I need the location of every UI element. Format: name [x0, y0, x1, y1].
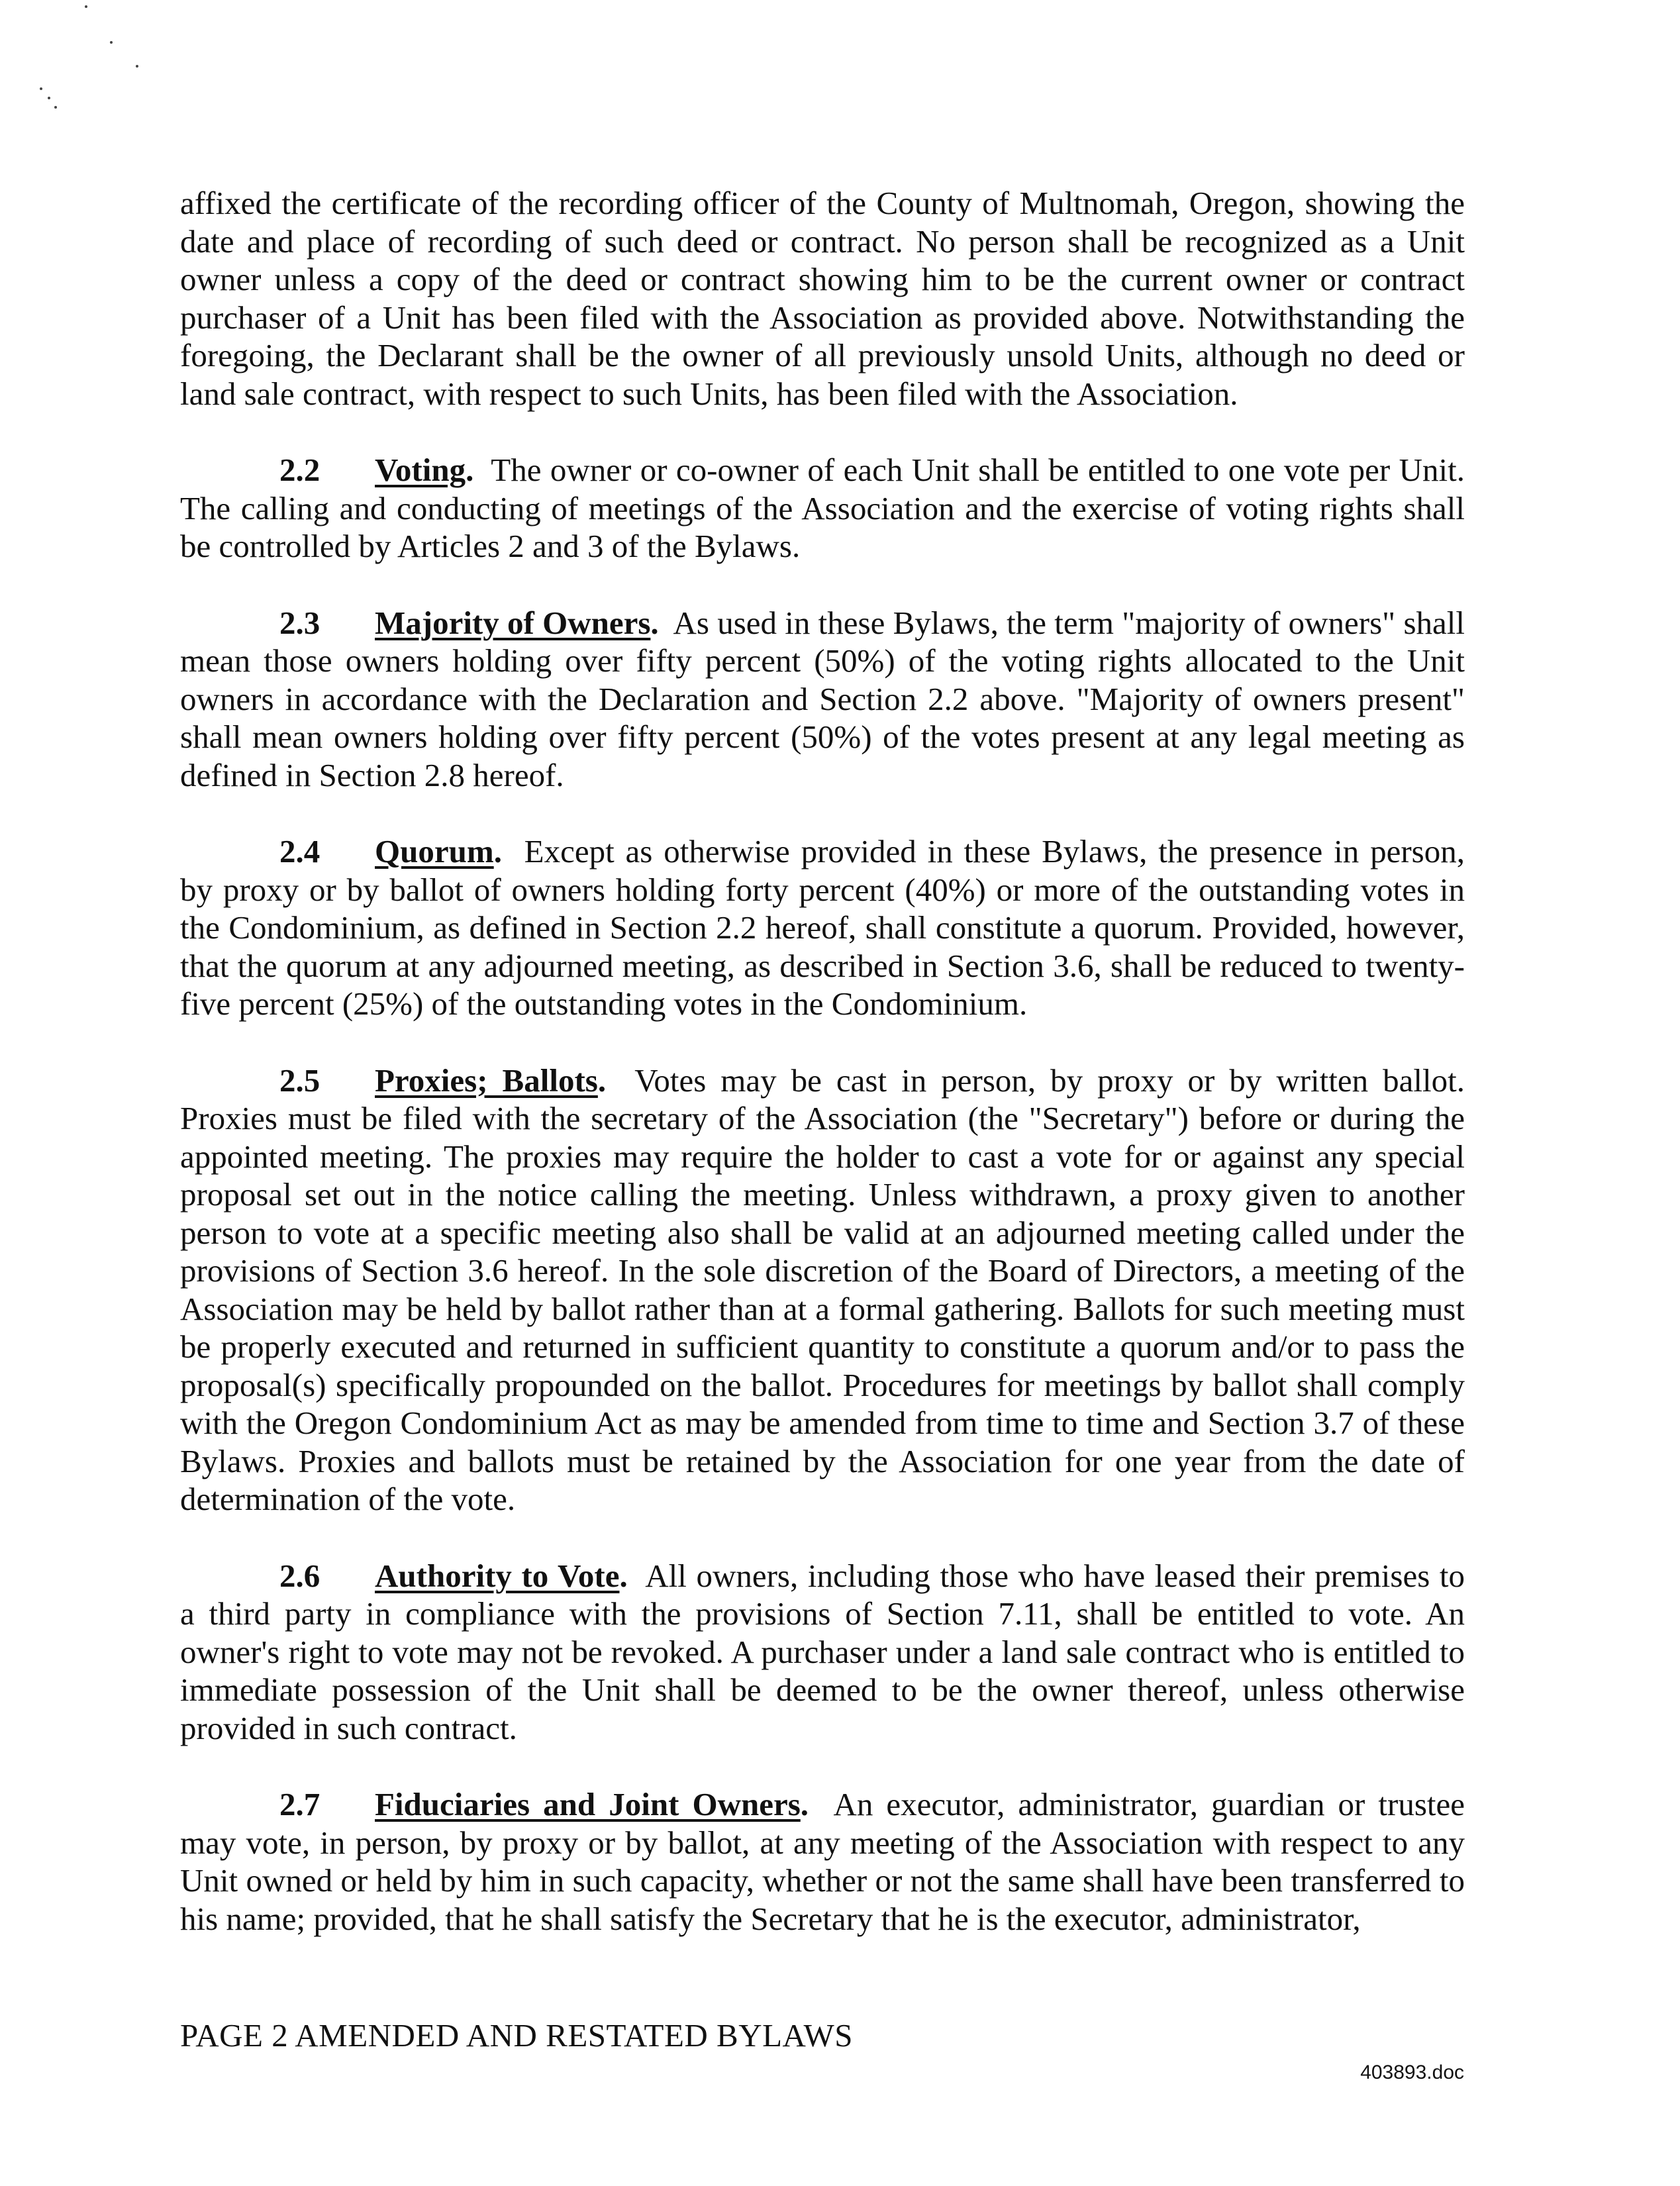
- section-2-4: 2.4 Quorum. Except as otherwise provided in these Bylaws, the presence in person, by proxy or by ballot of owners holding forty percent (40%) or more of the outstanding votes in the Condominium, as defined in Section 2.2 hereof, shall constitute a quorum. Provided, however, that the quorum at any adjourned meeting, as described in Section 3.6, shall be reduced to twenty-five percent (25%) of the outstanding votes in the Condominium.: [180, 833, 1465, 1022]
- section-number: 2.7: [279, 1786, 321, 1822]
- continuation-paragraph: affixed the certificate of the recording officer of the County of Multnomah, Oregon, showing the date and place of recording of such deed or contract. No person shall be recognized as a Unit owner unless a copy of the deed or contract showing him to be the current owner or contract purchaser of a Unit has been filed with the Association as provided above. Notwithstanding the foregoing, the Declarant shall be the owner of all previously unsold Units, although no deed or land sale contract, with respect to such Units, has been filed with the Association.: [180, 185, 1465, 412]
- section-2-5: 2.5 Proxies; Ballots. Votes may be cast in person, by proxy or by written ballot. Proxies must be filed with the secretary of the Association (the "Secretary") before or during the appointed meeting. The proxies may require the holder to cast a vote for or against any special proposal set out in the notice calling the meeting. Unless withdrawn, a proxy given to another person to vote at a specific meeting also shall be valid at an adjourned meeting called under the provisions of Section 3.6 hereof. In the sole discretion of the Board of Directors, a meeting of the Association may be held by ballot rather than at a formal gathering. Ballots for such meeting must be properly executed and returned in sufficient quantity to constitute a quorum and/or to pass the proposal(s) specifically propounded on the ballot. Procedures for meetings by ballot shall comply with the Oregon Condominium Act as may be amended from time to time and Section 3.7 of these Bylaws. Proxies and ballots must be retained by the Association for one year from the date of determination of the vote.: [180, 1062, 1465, 1517]
- section-heading: Proxies; Ballots: [375, 1062, 598, 1099]
- section-body: All owners, including those who have leased their premises to a third party in compliance with the provisions of Section 7.11, shall be entitled to vote. An owner's right to vote may not be revoked. A purchaser under a land sale contract who is entitled to immediate possession of the Unit shall be deemed to be the owner thereof, unless otherwise provided in such contract.: [180, 1557, 1465, 1746]
- section-body: The owner or co-owner of each Unit shall be entitled to one vote per Unit. The calling and conducting of meetings of the Association and the exercise of voting rights shall be controlled by Articles 2 and 3 of the Bylaws.: [180, 452, 1465, 564]
- section-heading: Authority to Vote: [375, 1557, 620, 1594]
- section-heading: Voting: [375, 452, 466, 488]
- section-body: As used in these Bylaws, the term "majority of owners" shall mean those owners holding over fifty percent (50%) of the voting rights allocated to the Unit owners in accordance with the Declaration and Section 2.2 above. "Majority of owners present" shall mean owners holding over fifty percent (50%) of the votes present at any legal meeting as defined in Section 2.8 hereof.: [180, 604, 1465, 793]
- section-number: 2.4: [279, 833, 321, 869]
- section-2-6: 2.6 Authority to Vote. All owners, including those who have leased their premises to a third party in compliance with the provisions of Section 7.11, shall be entitled to vote. An owner's right to vote may not be revoked. A purchaser under a land sale contract who is entitled to immediate possession of the Unit shall be deemed to be the owner thereof, unless otherwise provided in such contract.: [180, 1557, 1465, 1746]
- document-id: 403893.doc: [1360, 2062, 1464, 2083]
- section-number: 2.6: [279, 1557, 321, 1594]
- section-2-7: 2.7 Fiduciaries and Joint Owners. An executor, administrator, guardian or trustee may vote, in person, by proxy or by ballot, at any meeting of the Association with respect to any Unit owned or held by him in such capacity, whether or not the same shall have been transferred to his name; provided, that he shall satisfy the Secretary that he is the executor, administrator,: [180, 1786, 1465, 1937]
- section-number: 2.5: [279, 1062, 321, 1099]
- page-footer-title: PAGE 2 AMENDED AND RESTATED BYLAWS: [180, 2017, 853, 2054]
- section-body: Except as otherwise provided in these Bylaws, the presence in person, by proxy or by ballot of owners holding forty percent (40%) or more of the outstanding votes in the Condominium, as defined in Section 2.2 hereof, shall constitute a quorum. Provided, however, that the quorum at any adjourned meeting, as described in Section 3.6, shall be reduced to twenty-five percent (25%) of the outstanding votes in the Condominium.: [180, 833, 1465, 1022]
- section-heading: Majority of Owners: [375, 604, 651, 641]
- section-heading: Quorum: [375, 833, 494, 869]
- section-body: An executor, administrator, guardian or trustee may vote, in person, by proxy or by ballot, at any meeting of the Association with respect to any Unit owned or held by him in such capacity, whether or not the same shall have been transferred to his name; provided, that he shall satisfy the Secretary that he is the executor, administrator,: [180, 1786, 1465, 1937]
- section-body: Votes may be cast in person, by proxy or by written ballot. Proxies must be filed with the secretary of the Association (the "Secretary") before or during the appointed meeting. The proxies may require the holder to cast a vote for or against any special proposal set out in the notice calling the meeting. Unless withdrawn, a proxy given to another person to vote at a specific meeting also shall be valid at an adjourned meeting called under the provisions of Section 3.6 hereof. In the sole discretion of the Board of Directors, a meeting of the Association may be held by ballot rather than at a formal gathering. Ballots for such meeting must be properly executed and returned in sufficient quantity to constitute a quorum and/or to pass the proposal(s) specifically propounded on the ballot. Procedures for meetings by ballot shall comply with the Oregon Condominium Act as may be amended from time to time and Section 3.7 of these Bylaws. Proxies and ballots must be retained by the Association for one year from the date of determination of the vote.: [180, 1062, 1465, 1517]
- section-number: 2.2: [279, 452, 321, 488]
- section-heading: Fiduciaries and Joint Owners: [375, 1786, 801, 1822]
- document-body: [180, 184, 1465, 1976]
- section-2-2: 2.2 Voting. The owner or co-owner of each Unit shall be entitled to one vote per Unit. The calling and conducting of meetings of the Association and the exercise of voting rights shall be controlled by Articles 2 and 3 of the Bylaws.: [180, 452, 1465, 564]
- section-number: 2.3: [279, 604, 321, 641]
- section-2-3: 2.3 Majority of Owners. As used in these Bylaws, the term "majority of owners" shall mean those owners holding over fifty percent (50%) of the voting rights allocated to the Unit owners in accordance with the Declaration and Section 2.2 above. "Majority of owners present" shall mean owners holding over fifty percent (50%) of the votes present at any legal meeting as defined in Section 2.8 hereof.: [180, 604, 1465, 793]
